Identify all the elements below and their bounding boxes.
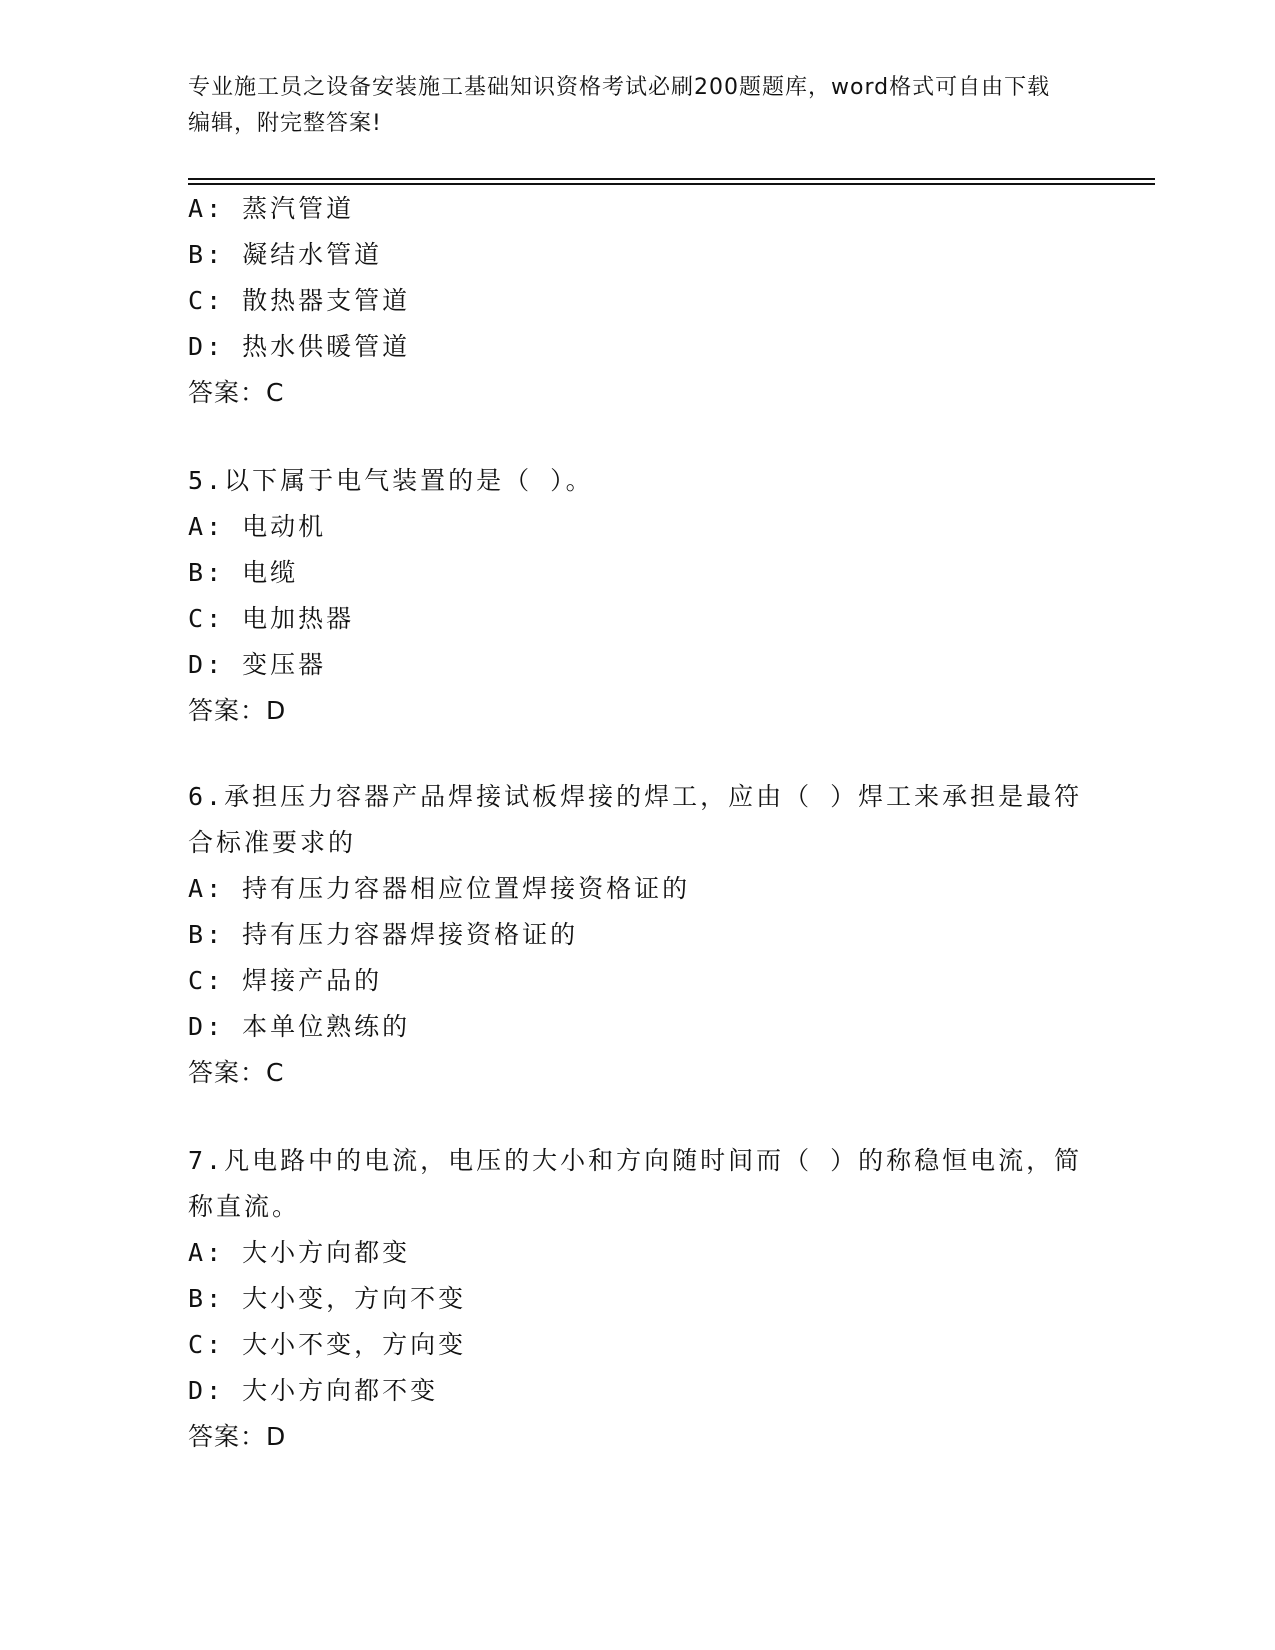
- option-letter: B: [188, 240, 207, 269]
- answer-value: D: [266, 696, 287, 725]
- option-separator: :: [206, 1284, 243, 1313]
- option-separator: :: [206, 558, 243, 587]
- answer-line: [188, 1050, 1088, 1096]
- option-separator: :: [206, 1238, 243, 1267]
- option-text: 电动机: [242, 512, 327, 541]
- option-letter: D: [188, 332, 207, 361]
- question-text: 承担压力容器产品焊接试板焊接的焊工，应由（ ）焊工来承担是最符合标准要求的: [188, 782, 1083, 857]
- option-text: 变压器: [242, 650, 327, 679]
- header-divider-bottom: [188, 183, 1155, 185]
- option-letter: C: [188, 286, 207, 315]
- option-b: [188, 550, 1088, 596]
- option-separator: :: [206, 920, 243, 949]
- question-5: [188, 458, 1088, 734]
- answer-label: 答案：: [188, 1422, 267, 1451]
- option-c: [188, 278, 1088, 324]
- option-a: [188, 866, 1088, 912]
- option-a: [188, 504, 1088, 550]
- option-separator: :: [206, 194, 243, 223]
- option-letter: A: [188, 1238, 207, 1267]
- option-letter: C: [188, 1330, 207, 1359]
- answer-line: [188, 1414, 1088, 1460]
- option-b: [188, 1276, 1088, 1322]
- question-stem: [188, 458, 1088, 504]
- option-letter: A: [188, 512, 207, 541]
- option-text: 大小方向都不变: [242, 1376, 439, 1405]
- option-text: 电缆: [242, 558, 299, 587]
- option-b: [188, 232, 1088, 278]
- answer-label: 答案：: [188, 378, 267, 407]
- option-separator: :: [206, 650, 243, 679]
- option-text: 蒸汽管道: [242, 194, 355, 223]
- option-text: 大小变，方向不变: [242, 1284, 467, 1313]
- option-letter: D: [188, 1376, 207, 1405]
- option-text: 持有压力容器焊接资格证的: [242, 920, 579, 949]
- answer-value: D: [266, 1422, 287, 1451]
- option-separator: :: [206, 604, 243, 633]
- option-d: [188, 1368, 1088, 1414]
- question-text: 以下属于电气装置的是（ ）。: [224, 466, 594, 495]
- option-d: [188, 324, 1088, 370]
- question-number: 5.: [188, 466, 225, 495]
- option-separator: :: [206, 332, 243, 361]
- answer-line: [188, 688, 1088, 734]
- option-separator: :: [206, 874, 243, 903]
- option-separator: :: [206, 512, 243, 541]
- option-separator: :: [206, 1012, 243, 1041]
- header-divider-top: [188, 178, 1155, 180]
- option-separator: :: [206, 1330, 243, 1359]
- question-stem: [188, 774, 1088, 866]
- question-number: 7.: [188, 1146, 225, 1175]
- option-a: [188, 1230, 1088, 1276]
- option-c: [188, 958, 1088, 1004]
- option-separator: :: [206, 966, 243, 995]
- option-letter: D: [188, 1012, 207, 1041]
- option-separator: :: [206, 1376, 243, 1405]
- option-text: 散热器支管道: [242, 286, 411, 315]
- question-number: 6.: [188, 782, 225, 811]
- option-separator: :: [206, 286, 243, 315]
- option-text: 电加热器: [242, 604, 355, 633]
- option-letter: D: [188, 650, 207, 679]
- question-7: [188, 1138, 1088, 1460]
- option-letter: C: [188, 966, 207, 995]
- option-letter: A: [188, 194, 207, 223]
- answer-line: [188, 370, 1088, 416]
- document-header: 专业施工员之设备安装施工基础知识资格考试必刷200题题库，word格式可自由下载编辑，附完整答案!: [188, 75, 1051, 136]
- option-text: 焊接产品的: [242, 966, 383, 995]
- option-text: 持有压力容器相应位置焊接资格证的: [242, 874, 691, 903]
- option-letter: A: [188, 874, 207, 903]
- question-6: [188, 774, 1088, 1096]
- option-a: [188, 186, 1088, 232]
- option-c: [188, 596, 1088, 642]
- answer-label: 答案：: [188, 696, 267, 725]
- partial-question: [188, 186, 1088, 416]
- answer-value: C: [266, 1058, 285, 1087]
- answer-label: 答案：: [188, 1058, 267, 1087]
- question-stem: [188, 1138, 1088, 1230]
- question-text: 凡电路中的电流，电压的大小和方向随时间而（ ）的称稳恒电流，简称直流。: [188, 1146, 1083, 1221]
- option-letter: B: [188, 920, 207, 949]
- option-text: 大小方向都变: [242, 1238, 411, 1267]
- option-letter: B: [188, 558, 207, 587]
- option-text: 凝结水管道: [242, 240, 383, 269]
- option-b: [188, 912, 1088, 958]
- option-text: 热水供暖管道: [242, 332, 411, 361]
- option-c: [188, 1322, 1088, 1368]
- answer-value: C: [266, 378, 285, 407]
- option-text: 大小不变，方向变: [242, 1330, 467, 1359]
- option-text: 本单位熟练的: [242, 1012, 411, 1041]
- option-d: [188, 642, 1088, 688]
- option-d: [188, 1004, 1088, 1050]
- option-letter: B: [188, 1284, 207, 1313]
- option-separator: :: [206, 240, 243, 269]
- option-letter: C: [188, 604, 207, 633]
